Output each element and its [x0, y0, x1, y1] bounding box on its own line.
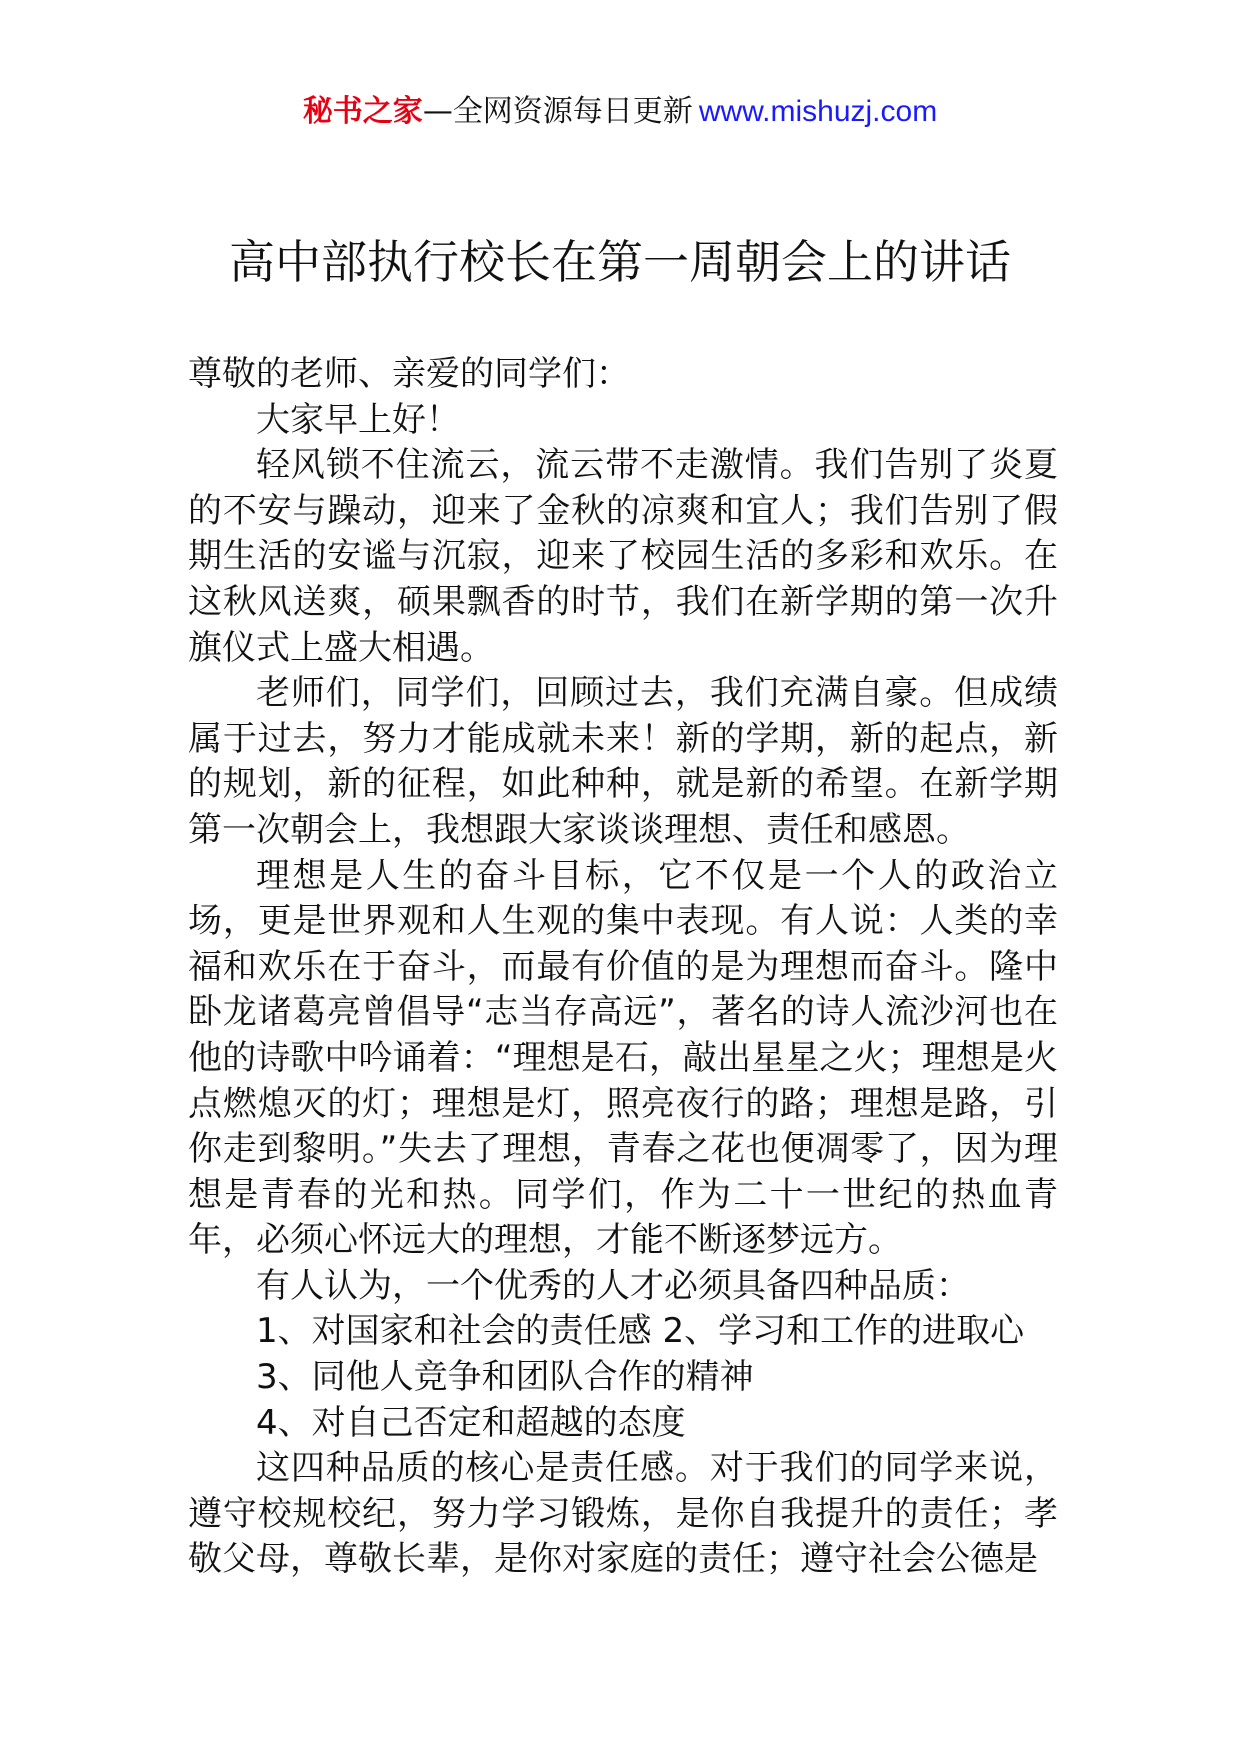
document-title: 高中部执行校长在第一周朝会上的讲话 — [229, 235, 1011, 289]
brand-name: 秘书之家 — [302, 94, 423, 129]
list-item-quality-3: 3、同他人竞争和团队合作的精神 — [256, 1357, 754, 1398]
paragraph-qualities-intro: 有人认为，一个优秀的人才必须具备四种品质： — [256, 1265, 970, 1306]
list-item-qualities-1-2: 1、对国家和社会的责任感 2、学习和工作的进取心 — [256, 1311, 1025, 1352]
salutation: 尊敬的老师、亲爱的同学们： — [188, 354, 630, 394]
paragraph-ideals: 理想是人生的奋斗目标，它不仅是一个人的政治立场，更是世界观和人生观的集中表现。有人说：人类的幸福和欢乐在于奋斗，而最有价值的是为理想而奋斗。隆中卧龙诸葛亮曾倡导“志当存高远”，著名的诗人流沙河也在他的诗歌中吟诵着：“理想是石，敲出星星之火；理想是火点燃熄灭的灯；理想是灯，照亮夜行的路；理想是路，引你走到黎明。”失去了理想，青春之花也便凋零了，因为理想是青春的光和热。同学们，作为二十一世纪的热血青年，必须心怀远大的理想，才能不断逐梦远方。 — [188, 855, 1058, 1261]
paragraph-responsibility: 这四种品质的核心是责任感。对于我们的同学来说，遵守校规校纪，努力学习锻炼，是你自我提升的责任；孝敬父母，尊敬长辈，是你对家庭的责任；遵守社会公德是 — [188, 1448, 1058, 1580]
paragraph-opening: 轻风锁不住流云，流云带不走激情。我们告别了炎夏的不安与躁动，迎来了金秋的凉爽和宜人；我们告别了假期生活的安谧与沉寂，迎来了校园生活的多彩和欢乐。在这秋风送爽，硕果飘香的时节，我们在新学期的第一次升旗仪式上盛大相遇。 — [188, 445, 1058, 668]
header-tagline: —全网资源每日更新 — [422, 94, 693, 129]
site-header — [0, 92, 1240, 132]
paragraph-greeting: 大家早上好！ — [256, 399, 460, 440]
document-body — [188, 352, 1058, 1583]
list-item-quality-4: 4、对自己否定和超越的态度 — [256, 1402, 686, 1443]
paragraph-review: 老师们，同学们，回顾过去，我们充满自豪。但成绩属于过去，努力才能成就未来！新的学期，新的起点，新的规划，新的征程，如此种种，就是新的希望。在新学期第一次朝会上，我想跟大家谈谈理想、责任和感恩。 — [188, 673, 1058, 850]
website-link[interactable]: www.mishuzj.com — [698, 95, 938, 128]
